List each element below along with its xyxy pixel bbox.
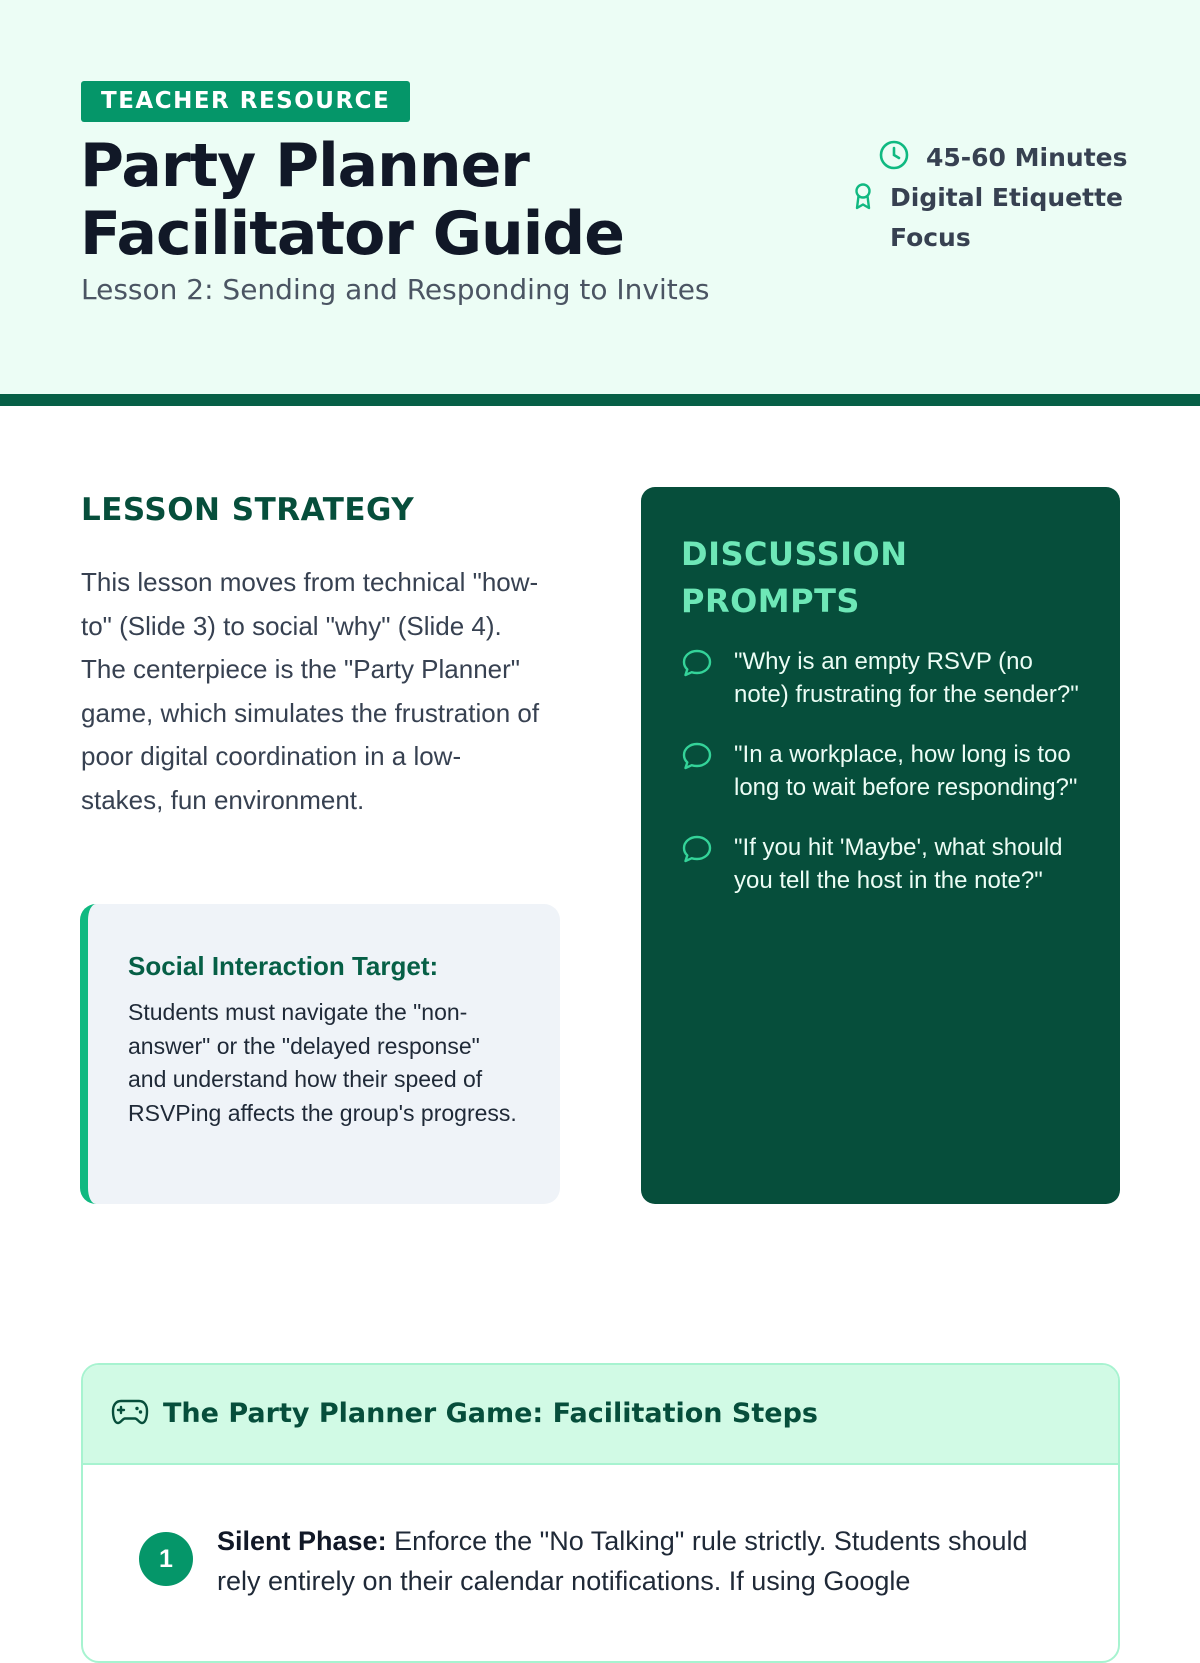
speech-bubble-icon xyxy=(681,741,713,780)
step-description: Enforce the "No Talking" rule strictly. Students should rely entirely on their calendar notifications. If using Google xyxy=(217,1526,1028,1596)
resource-tag: TEACHER RESOURCE xyxy=(81,81,410,122)
header-divider xyxy=(0,394,1200,406)
award-icon xyxy=(852,182,874,224)
facilitation-steps-header xyxy=(83,1365,1118,1465)
prompt-text: "Why is an empty RSVP (no note) frustrating for the sender?" xyxy=(734,648,1079,708)
lesson-strategy-heading: LESSON STRATEGY xyxy=(81,492,415,528)
focus-text: Digital Etiquette Focus xyxy=(890,183,1123,252)
social-target-card xyxy=(80,904,560,1204)
page-title: Party Planner Facilitator Guide xyxy=(80,131,624,269)
prompt-text: "In a workplace, how long is too long to wait before responding?" xyxy=(734,741,1078,801)
gamepad-icon xyxy=(111,1398,149,1431)
focus-meta xyxy=(850,178,1180,258)
list-item xyxy=(83,1465,1118,1601)
facilitation-steps-title: The Party Planner Game: Facilitation Steps xyxy=(163,1398,818,1429)
lesson-strategy-body: This lesson moves from technical "how-to" (Slide 3) to social "why" (Slide 4). The centerpiece is the "Party Planner" game, which simulates the frustration of poor digital coordination in a low-stakes, fun environment. xyxy=(81,567,540,815)
duration-meta xyxy=(850,138,1180,178)
facilitation-steps-panel xyxy=(81,1363,1120,1663)
page-subtitle: Lesson 2: Sending and Responding to Invites xyxy=(81,273,710,306)
lesson-meta xyxy=(850,138,1180,258)
discussion-heading: DISCUSSION PROMPTS xyxy=(681,535,908,620)
social-target-title: Social Interaction Target: xyxy=(128,951,439,981)
prompt-text: "If you hit 'Maybe', what should you tell the host in the note?" xyxy=(734,834,1063,894)
duration-text: 45-60 Minutes xyxy=(926,143,1128,172)
social-target-body: Students must navigate the "non-answer" or the "delayed response" and understand how their speed of RSVPing affects the group's progress. xyxy=(128,999,517,1126)
prompt-list xyxy=(681,645,1080,897)
clock-icon xyxy=(878,139,910,183)
list-item xyxy=(681,831,1080,897)
speech-bubble-icon xyxy=(681,648,713,687)
page-header xyxy=(0,0,1200,394)
list-item xyxy=(681,645,1080,711)
discussion-prompts-card xyxy=(641,487,1120,1204)
step-number-badge: 1 xyxy=(139,1532,193,1586)
list-item xyxy=(681,738,1080,804)
step-text xyxy=(217,1521,1058,1601)
speech-bubble-icon xyxy=(681,834,713,873)
step-label: Silent Phase: xyxy=(217,1526,387,1556)
